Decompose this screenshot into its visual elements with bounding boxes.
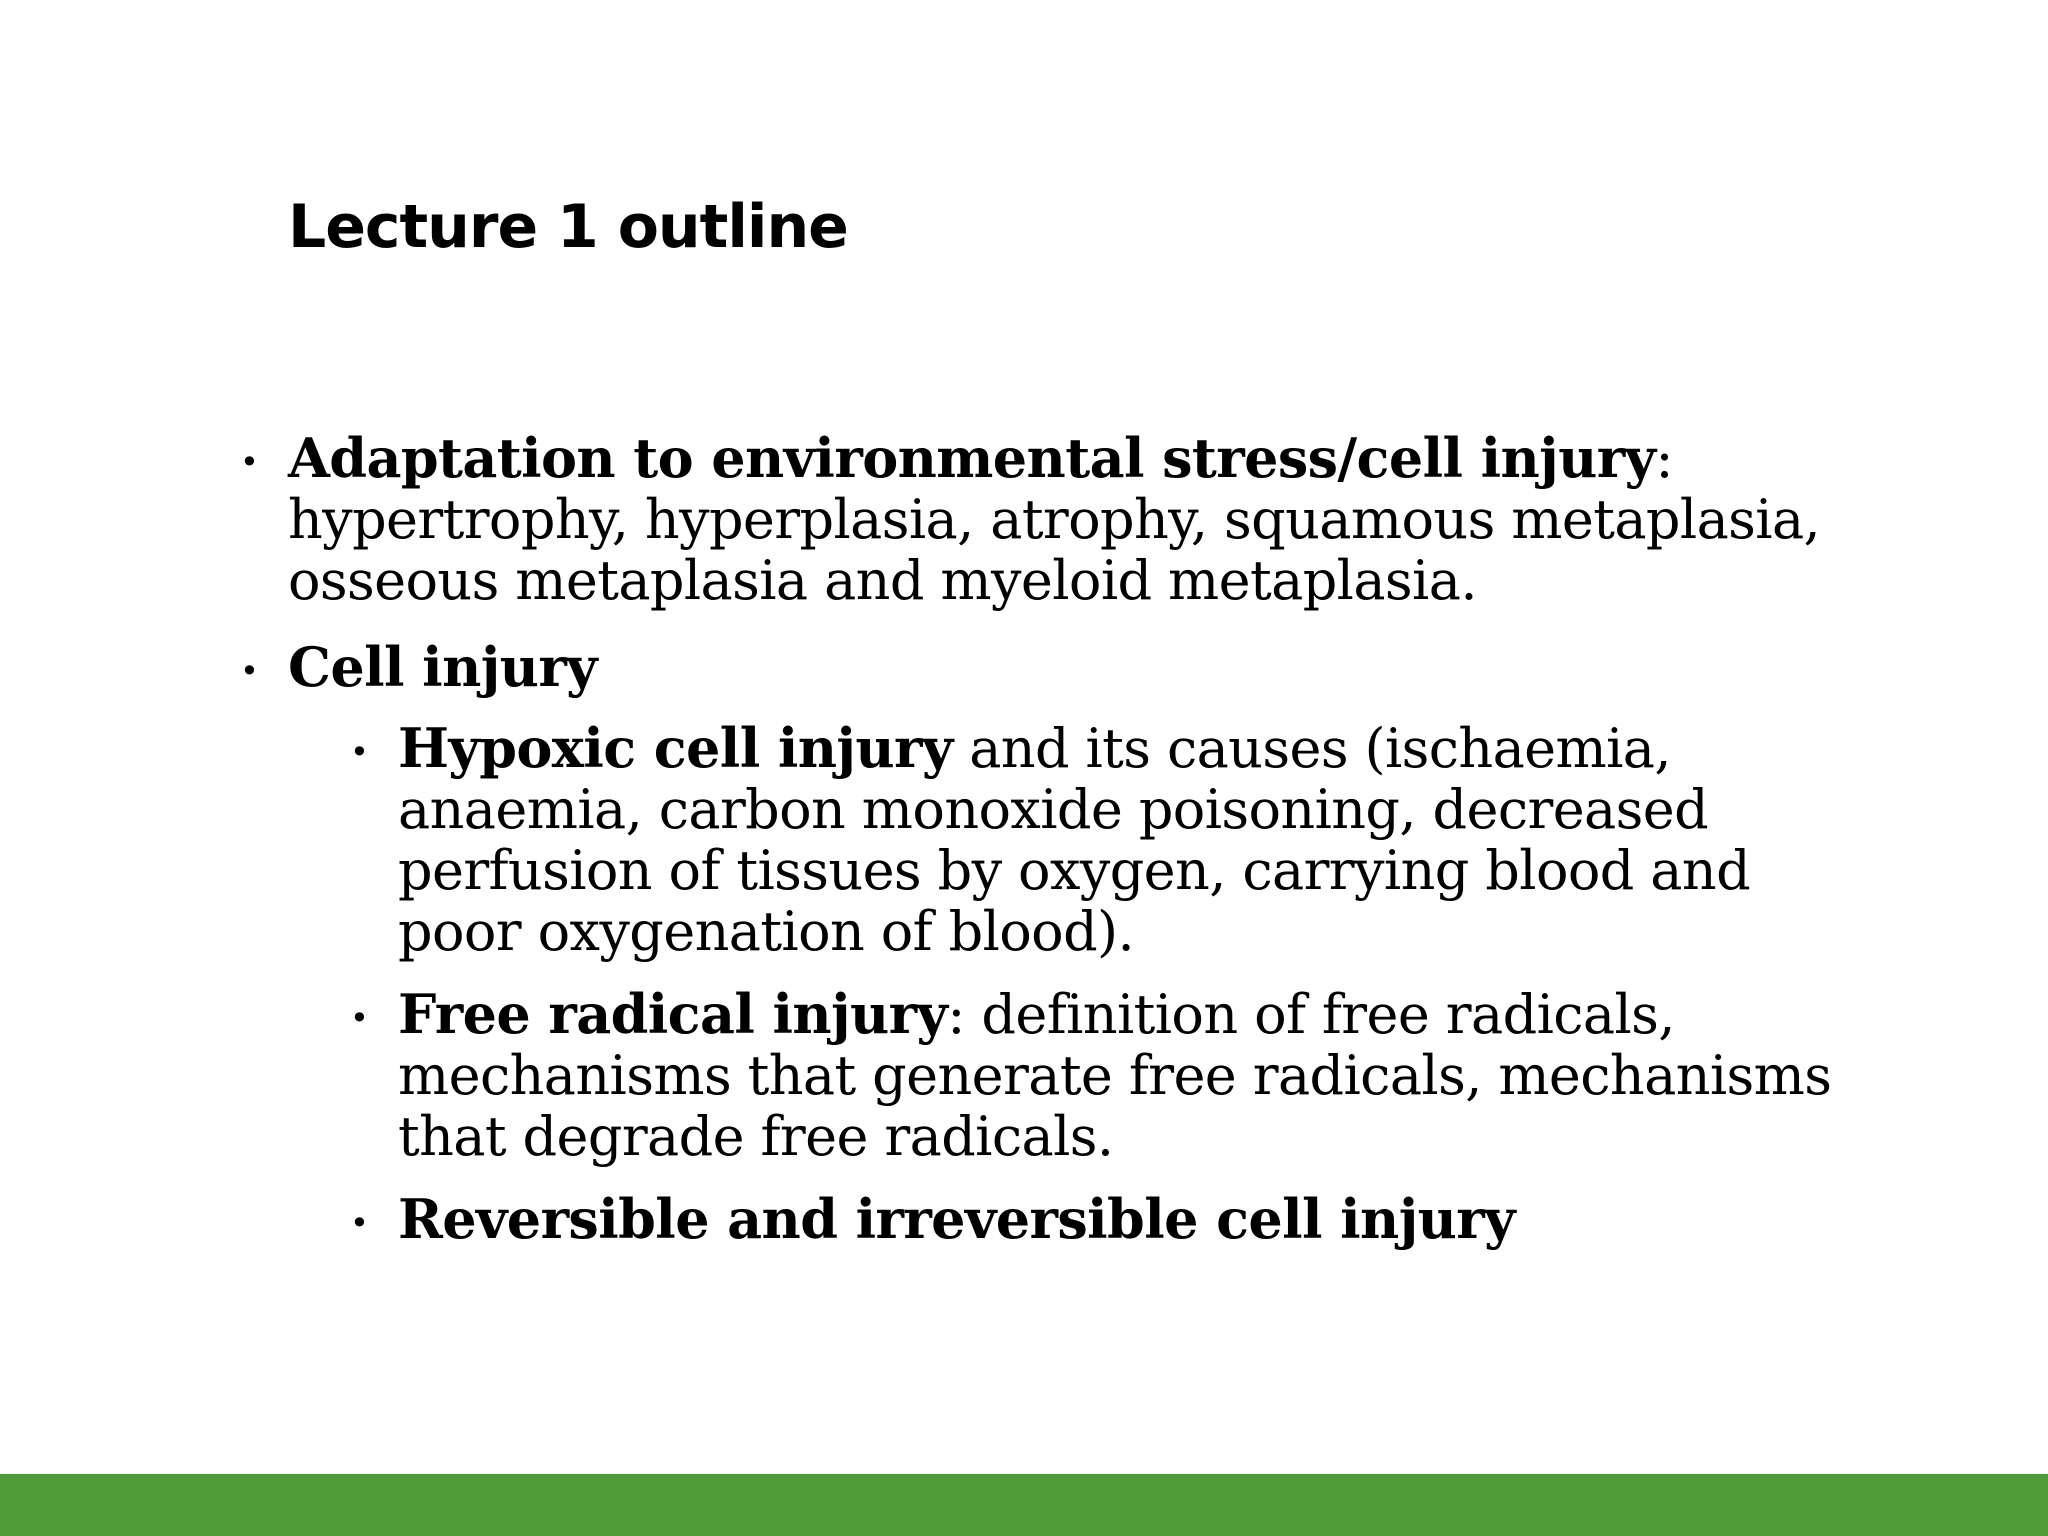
bullet-dot-icon: •	[350, 1204, 369, 1242]
bullet-heading: Free radical injury	[398, 982, 948, 1046]
bullet-heading: Cell injury	[288, 635, 597, 699]
bullet-dot-icon: •	[240, 443, 259, 481]
sub-bullet-item-free-radical	[350, 984, 1840, 1167]
bullet-item-cell-injury	[240, 637, 1840, 1250]
bullet-heading: Hypoxic cell injury	[398, 716, 953, 780]
bullet-item-adaptation	[240, 428, 1840, 611]
bullet-list	[240, 428, 1840, 1276]
bullet-dot-icon: •	[350, 999, 369, 1037]
bullet-text: : definition of free radicals, mechanisms that generate free radicals, mechanisms that degrade free radicals.	[398, 983, 1832, 1168]
sub-bullet-item-hypoxic	[350, 718, 1840, 962]
footer-bar	[0, 1474, 2048, 1536]
bullet-text: and its causes (ischaemia, anaemia, carbon monoxide poisoning, decreased perfusion of tissues by oxygen, carrying blood and poor oxygenation of blood).	[398, 717, 1751, 963]
slide-title: Lecture 1 outline	[288, 192, 848, 262]
sub-bullet-list	[288, 718, 1840, 1250]
bullet-dot-icon: •	[350, 733, 369, 771]
bullet-text: : hypertrophy, hyperplasia, atrophy, squamous metaplasia, osseous metaplasia and myeloid metaplasia.	[288, 427, 1821, 612]
sub-bullet-item-reversible	[350, 1189, 1840, 1250]
bullet-dot-icon: •	[240, 652, 259, 690]
bullet-heading: Adaptation to environmental stress/cell injury	[288, 426, 1656, 490]
bullet-heading: Reversible and irreversible cell injury	[398, 1187, 1515, 1251]
